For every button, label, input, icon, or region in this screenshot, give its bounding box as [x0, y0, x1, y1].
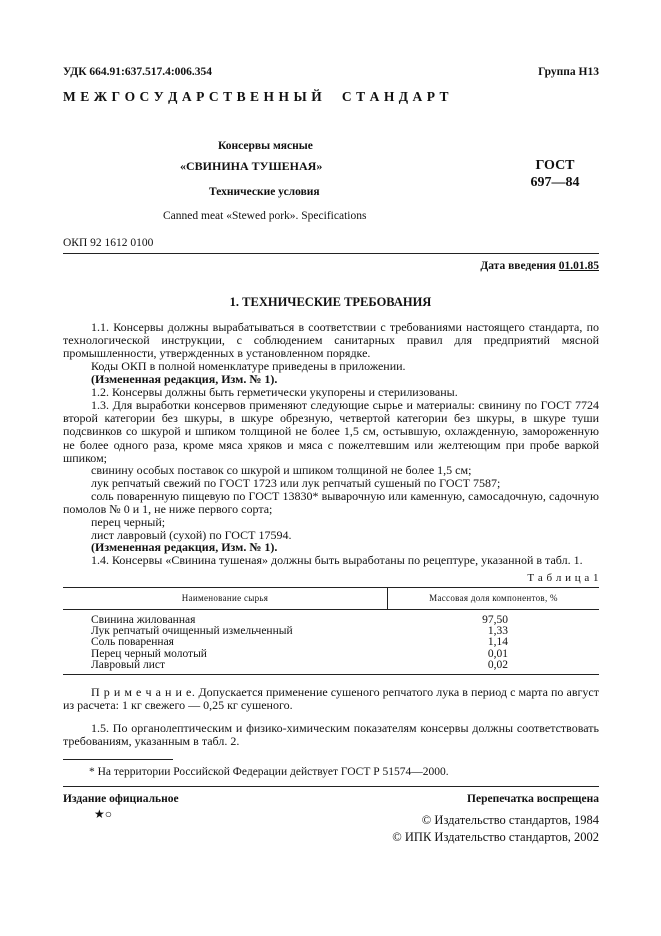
- table-header-value: Массовая доля компонентов, %: [429, 593, 558, 603]
- paragraph-1-3d: перец черный;: [91, 515, 166, 529]
- table-row-name: Соль поваренная: [91, 636, 174, 649]
- note-text: Допускается применение сушеного репчатого лука в период с марта по август из расчета: 1 кг свежего — 0,25 кг сушеного.: [63, 685, 599, 713]
- table-row-value: 1,14: [487, 636, 508, 649]
- divider-top: [63, 253, 599, 254]
- table-row-value: 1,33: [487, 625, 508, 638]
- title-line2: «СВИНИНА ТУШЕНАЯ»: [180, 159, 323, 173]
- banner-title: М Е Ж Г О С У Д А Р С Т В Е Н Н Ы Й С Т А Н Д А Р Т: [63, 89, 450, 104]
- paragraph-1-4: 1.4. Консервы «Свинина тушеная» должны быть выработаны по рецептуре, указанной в табл. 1.: [91, 553, 583, 567]
- table-row-value: 0,01: [487, 647, 508, 660]
- star-circle-icon: ★○: [94, 807, 113, 821]
- copyright-1984: © Издательство стандартов, 1984: [421, 813, 599, 827]
- paragraph-1-3e: лист лавровый (сухой) по ГОСТ 17594.: [91, 528, 292, 542]
- intro-date-label: Дата введения: [480, 260, 556, 272]
- intro-date: [480, 260, 599, 272]
- paragraph-1-5: 1.5. По органолептическим и физико-химическим показателям консервы должны соответствовать требованиям, указанным в табл. 2.: [63, 721, 599, 749]
- table-bottom-rule: [63, 674, 599, 675]
- intro-date-value: 01.01.85: [558, 260, 599, 272]
- table-row-value: 97,50: [482, 614, 508, 626]
- table-row-name: Свинина жилованная: [91, 614, 196, 626]
- table-header-rule: [63, 609, 599, 610]
- table-row-value: 0,02: [487, 658, 508, 671]
- paragraph-1-3b: лук репчатый свежий по ГОСТ 1723 или лук репчатый сушеный по ГОСТ 7587;: [91, 476, 501, 490]
- note-label: П р и м е ч а н и е.: [91, 685, 196, 699]
- table-row-name: Лук репчатый очищенный измельченный: [91, 625, 293, 638]
- gost-number: 697—84: [530, 175, 580, 190]
- footnote: * На территории Российской Федерации действует ГОСТ Р 51574—2000.: [89, 766, 449, 778]
- table-row-name: Перец черный молотый: [91, 647, 207, 660]
- footnote-rule: [63, 759, 173, 760]
- paragraph-1-2: 1.2. Консервы должны быть герметически укупорены и стерилизованы.: [91, 385, 458, 399]
- gost-label: ГОСТ: [535, 158, 575, 173]
- amendment-2: (Измененная редакция, Изм. № 1).: [91, 540, 278, 554]
- official-edition: Издание официальное: [63, 793, 179, 805]
- table-note: [63, 686, 599, 712]
- table-row-name: Лавровый лист: [91, 658, 166, 671]
- group-code: Группа Н13: [538, 66, 599, 78]
- paragraph-1-3c: соль поваренную пищевую по ГОСТ 13830* выварочную или каменную, самосадочную, садочную помолов № 0 и 1, не ниже первого сорта;: [63, 489, 599, 517]
- paragraph-1-3a: свинину особых поставок со шкурой и шпиком толщиной не более 1,5 см;: [91, 463, 472, 477]
- table-header-name: Наименование сырья: [181, 593, 269, 603]
- table-label: Т а б л и ц а 1: [527, 572, 599, 584]
- copyright-2002: © ИПК Издательство стандартов, 2002: [392, 830, 599, 844]
- table-top-rule: [63, 587, 599, 588]
- title-line1: Консервы мясные: [218, 140, 313, 152]
- reprint-notice: Перепечатка воспрещена: [467, 793, 599, 805]
- okp-code: ОКП 92 1612 0100: [63, 237, 154, 249]
- amendment-1: (Измененная редакция, Изм. № 1).: [91, 372, 278, 386]
- paragraph-1-3: 1.3. Для выработки консервов применяют следующие сырье и материалы: свинину по ГОСТ 7724 второй категории без шкуры, в шкуре обрезную, четвертой категории без шкуры, в шкуре туши подсвинков со шкурой и шпиком толщиной не более 1,5 см, остывшую, охлажденную, замороженную не более одного раза, кроме мяса хряков и мяса с пожелтевшим или желтеющим при пробе варкой шпиком;: [63, 398, 599, 465]
- paragraph-1-1: 1.1. Консервы должны вырабатываться в соответствии с требованиями настоящего стандарта, по технологической инструкции, с соблюдением санитарных правил для предприятий мясной промышленности, утвержденных в установленном порядке.: [63, 320, 599, 361]
- udk-code: УДК 664.91:637.517.4:006.354: [63, 66, 213, 78]
- english-title: Canned meat «Stewed pork». Specifications: [163, 210, 367, 222]
- divider-bottom: [63, 786, 599, 787]
- section-title: 1. ТЕХНИЧЕСКИЕ ТРЕБОВАНИЯ: [229, 295, 432, 309]
- paragraph-1-1b: Коды ОКП в полной номенклатуре приведены в приложении.: [91, 359, 406, 373]
- title-line3: Технические условия: [209, 186, 320, 198]
